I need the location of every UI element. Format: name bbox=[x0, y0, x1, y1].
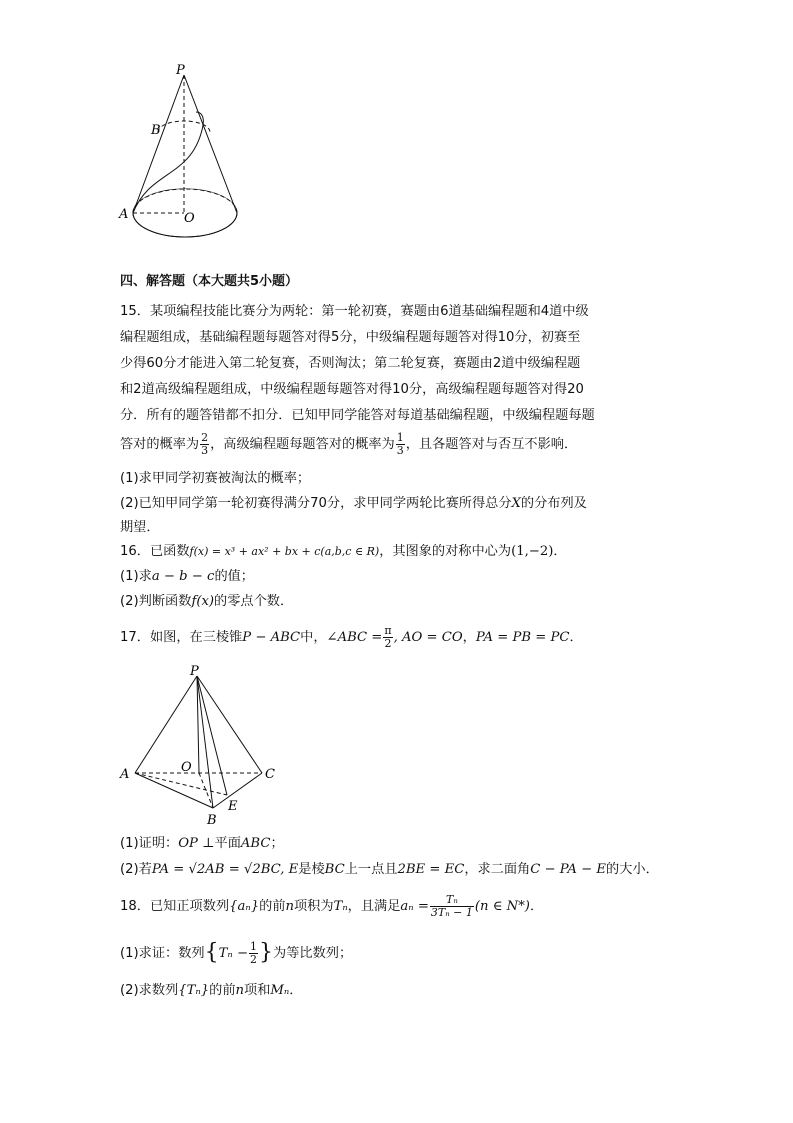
q18-sub1: (1)求证：数列{Tₙ − $\frac{1}{2}$ }为等比数列； bbox=[120, 939, 353, 966]
q15-sub2: (2)已知甲同学第一轮初赛得满分70分，求甲同学两轮比赛所得总分X的分布列及 bbox=[120, 496, 587, 511]
q15-line6b: ，高级编程题每题答对的概率为 bbox=[210, 437, 395, 452]
q15-line5: 分．所有的题答错都不扣分．已知甲同学能答对每道基础编程题，中级编程题每题 bbox=[120, 408, 595, 423]
label-p: P bbox=[176, 63, 185, 78]
fraction-one-half: $\frac{1}{2}$ bbox=[250, 939, 258, 966]
label-a: A bbox=[120, 767, 130, 782]
label-o: O bbox=[184, 211, 195, 226]
q15-line6c: ，且各题答对与否互不影响． bbox=[405, 437, 578, 452]
q15-sub2-cont: 期望． bbox=[120, 520, 160, 535]
q17-sub1: (1)证明：OP ⊥平面ABC； bbox=[120, 836, 284, 851]
edge-ab bbox=[135, 773, 213, 808]
fraction-pi-over-two: $\frac{\pi}{2}$ bbox=[384, 623, 392, 650]
label-c: C bbox=[265, 767, 275, 782]
q18-line1: 18．已知正项数列{aₙ}的前n项积为Tₙ，且满足aₙ = $\frac{\text{Tₙ}}{\text{3Tₙ − 1}}$ (n ∈ N*)． bbox=[120, 892, 544, 919]
q16-sub2: (2)判断函数f(x)的零点个数． bbox=[120, 594, 294, 609]
q16-sub1: (1)求a − b − c的值； bbox=[120, 569, 254, 584]
label-b: B bbox=[151, 123, 161, 138]
q15-line4: 和2道高级编程题组成，中级编程题每题答对得10分，高级编程题每题答对得20 bbox=[120, 382, 584, 397]
q16-line1: 16．已函数f(x) = x³ + ax² + bx + c(a,b,c ∈ R)，其图象的对称中心为(1,−2)． bbox=[120, 544, 567, 559]
label-e: E bbox=[228, 799, 238, 814]
q15-line6 bbox=[120, 428, 577, 462]
label-o: O bbox=[181, 760, 192, 775]
q15-line6a: 答对的概率为 bbox=[120, 437, 200, 452]
q17-line1: 17．如图，在三棱锥P − ABC中，∠ABC = $\frac{\pi}{2}$ , AO = CO，PA = PB = PC． bbox=[120, 623, 583, 650]
fraction-one-third: $\frac{1}{3}$ bbox=[396, 430, 404, 457]
cone-base-back-dashed bbox=[133, 189, 237, 213]
label-b: B bbox=[207, 813, 217, 828]
section-heading: 四、解答题（本大题共5小题） bbox=[120, 274, 299, 289]
q17-sub2: (2)若PA = √2AB = √2BC, E是棱BC上一点且2BE = EC，求二面角C − PA − E的大小． bbox=[120, 862, 659, 877]
edge-bc bbox=[213, 773, 262, 808]
label-p: P bbox=[190, 664, 199, 679]
edge-pe bbox=[197, 676, 227, 795]
label-a: A bbox=[119, 207, 129, 222]
edge-pa bbox=[135, 676, 197, 773]
q15-line1: 15．某项编程技能比赛分为两轮：第一轮初赛，赛题由6道基础编程题和4道中级 bbox=[120, 304, 589, 319]
fraction-tn: $\frac{\text{Tₙ}}{\text{3Tₙ − 1}}$ bbox=[430, 892, 473, 919]
q15-line3: 少得60分才能进入第二轮复赛，否则淘汰；第二轮复赛，赛题由2道中级编程题 bbox=[120, 356, 581, 371]
tetrahedron-figure bbox=[115, 660, 285, 830]
q15-line2: 编程题组成，基础编程题每题答对得5分，中级编程题每题答对得10分，初赛至 bbox=[120, 330, 581, 345]
fraction-two-thirds: $\frac{2}{3}$ bbox=[201, 430, 209, 457]
edge-ae-dashed bbox=[135, 773, 227, 795]
q18-sub2: (2)求数列{Tₙ}的前n项和Mₙ． bbox=[120, 983, 303, 998]
q15-sub1: (1)求甲同学初赛被淘汰的概率； bbox=[120, 471, 311, 486]
cone-figure bbox=[110, 60, 250, 240]
